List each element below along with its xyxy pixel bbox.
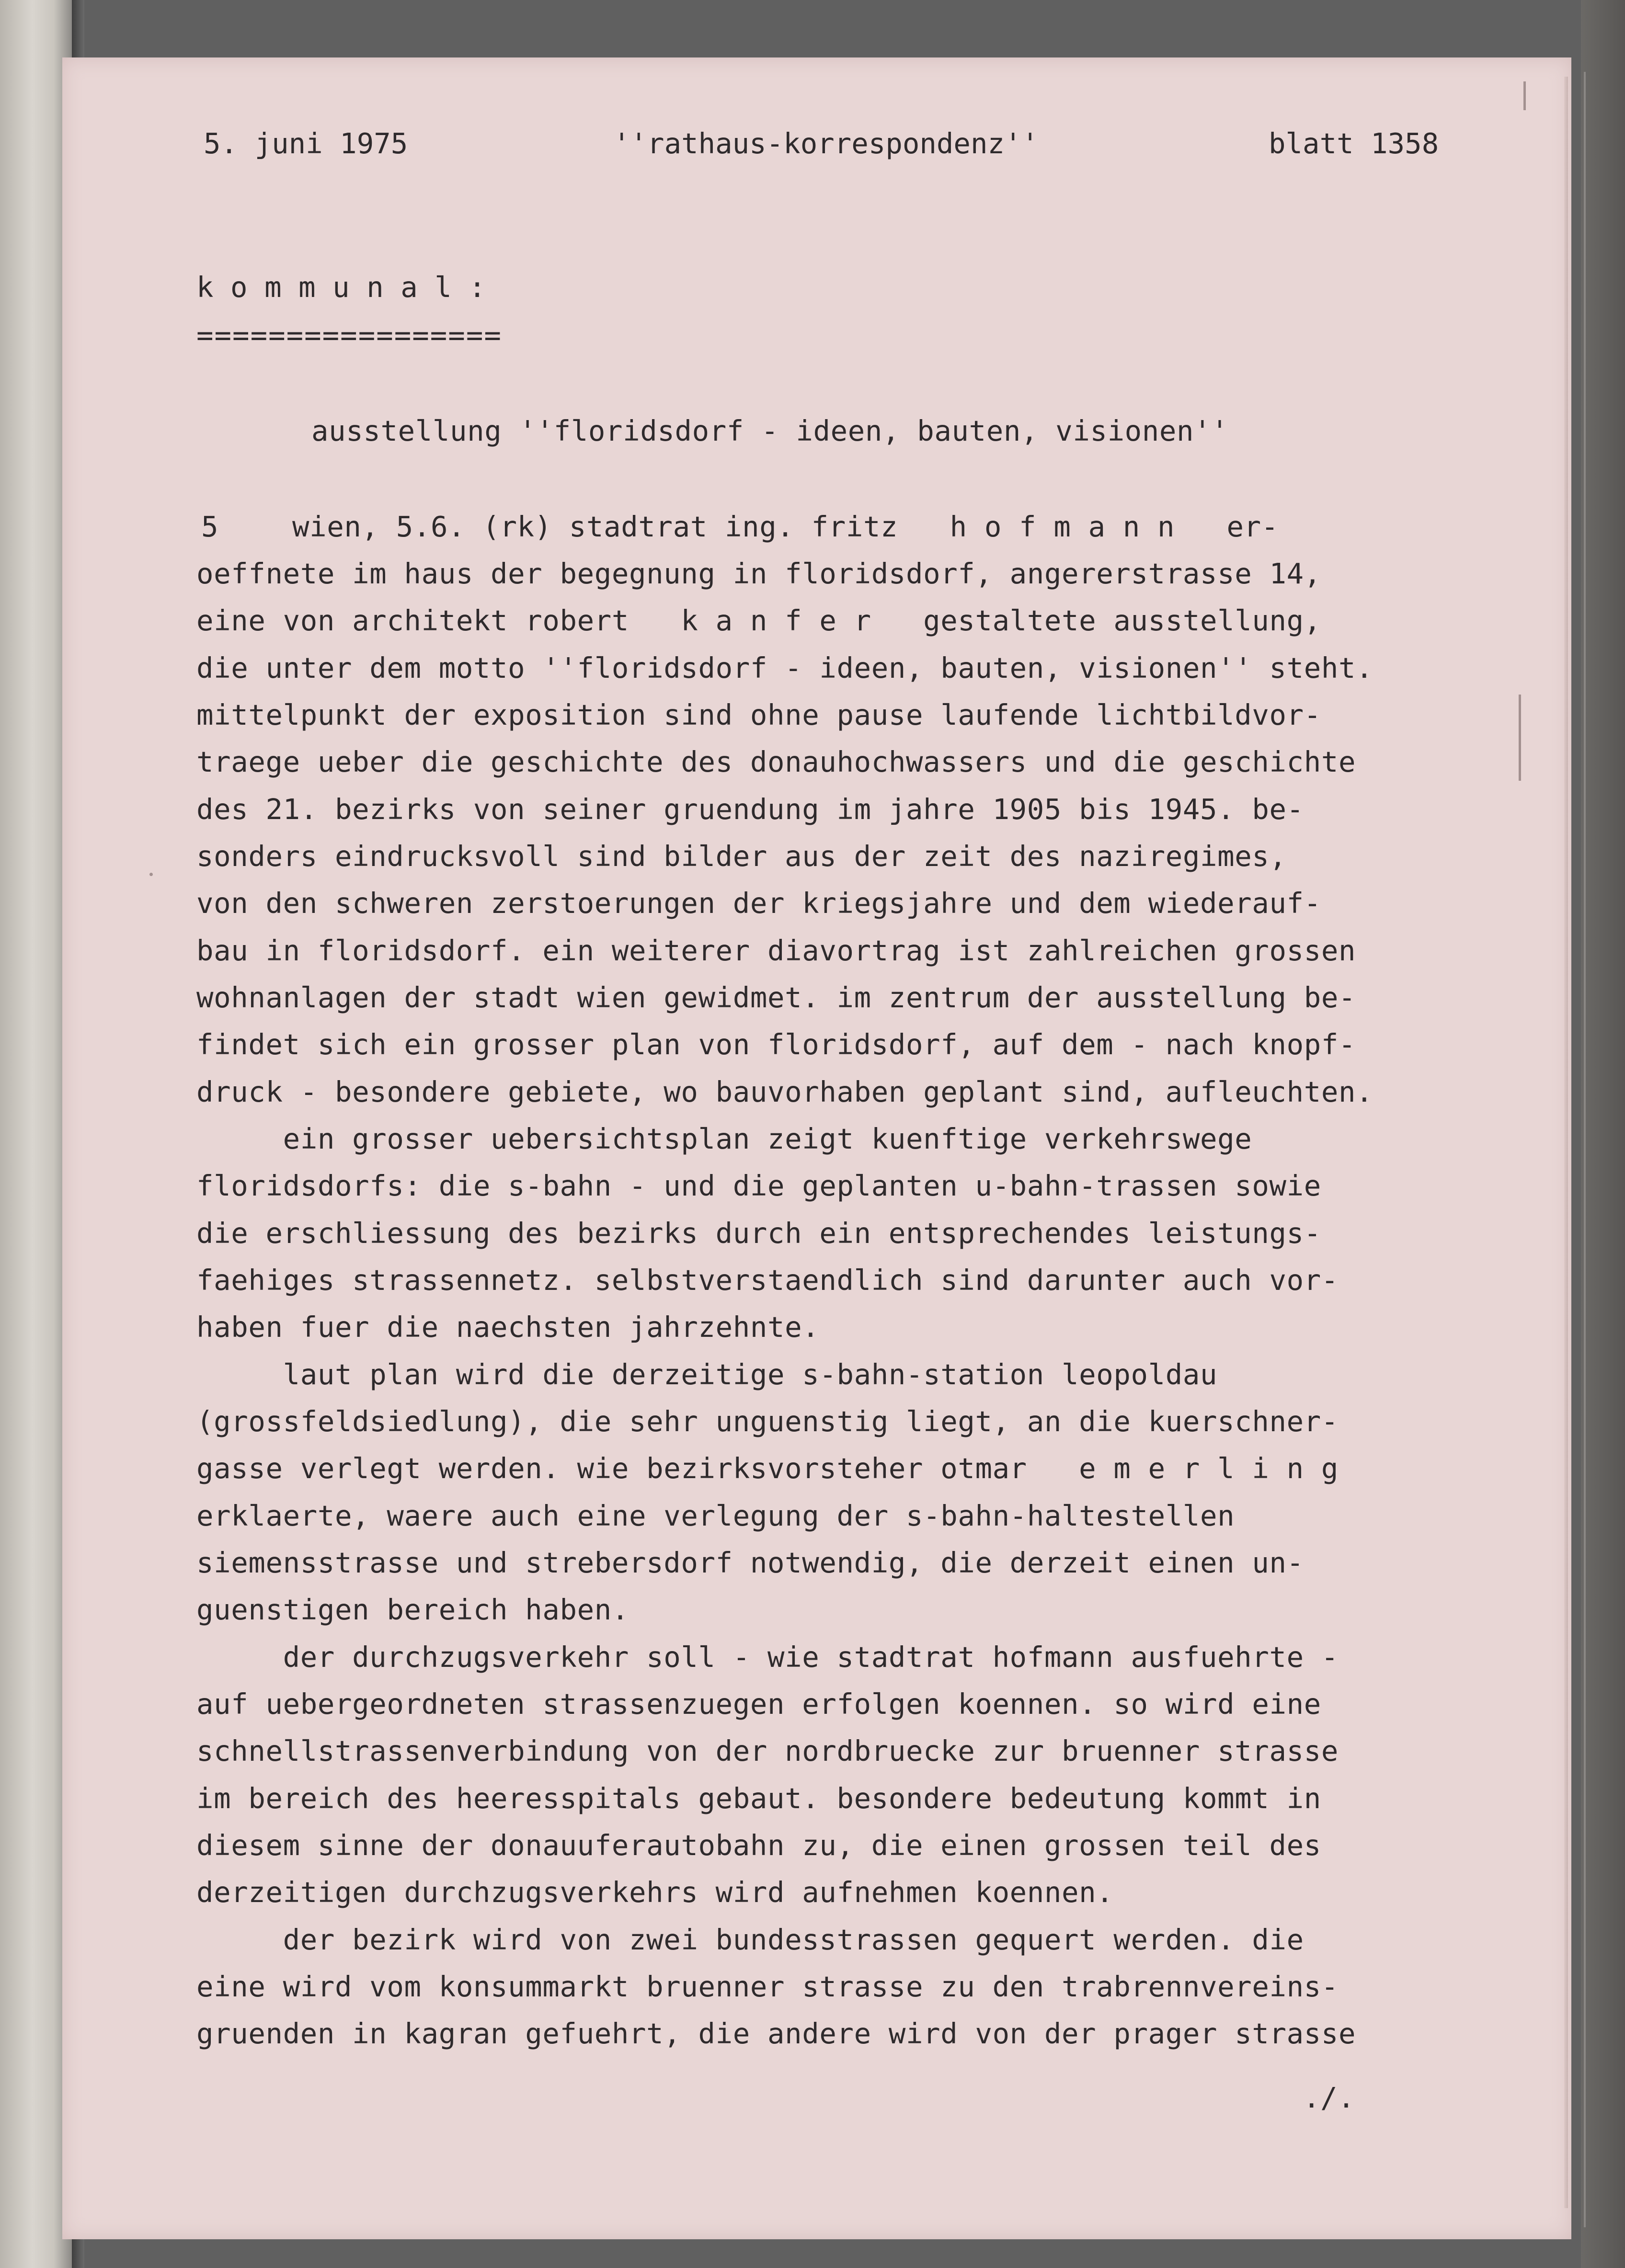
article-headline: ausstellung ''floridsdorf - ideen, bauten, visionen'' xyxy=(311,414,1229,447)
body-line: sonders eindrucksvoll sind bilder aus der zeit des naziregimes, xyxy=(196,840,1287,873)
body-line: ein grosser uebersichtsplan zeigt kuenftige verkehrswege xyxy=(196,1122,1252,1155)
binding-hole-mark xyxy=(1523,81,1526,110)
adjacent-page-edge xyxy=(0,0,72,2268)
body-line: gasse verlegt werden. wie bezirksvorsteher otmar e m e r l i n g xyxy=(196,1452,1339,1485)
body-line: des 21. bezirks von seiner gruendung im jahre 1905 bis 1945. be- xyxy=(196,793,1304,826)
body-line: der durchzugsverkehr soll - wie stadtrat hofmann ausfuehrte - xyxy=(196,1641,1339,1674)
margin-mark xyxy=(1519,695,1521,781)
body-line: oeffnete im haus der begegnung in floridsdorf, angererstrasse 14, xyxy=(196,557,1321,590)
body-line: traege ueber die geschichte des donauhochwassers und die geschichte xyxy=(196,745,1356,778)
body-line: die unter dem motto ''floridsdorf - ideen, bauten, visionen'' steht. xyxy=(196,651,1373,684)
stray-dot xyxy=(149,873,153,876)
header-date: 5. juni 1975 xyxy=(204,127,408,160)
body-line: schnellstrassenverbindung von der nordbruecke zur bruenner strasse xyxy=(196,1734,1339,1767)
body-line: diesem sinne der donauuferautobahn zu, die einen grossen teil des xyxy=(196,1829,1321,1862)
body-line: findet sich ein grosser plan von floridsdorf, auf dem - nach knopf- xyxy=(196,1028,1356,1061)
body-line: der bezirk wird von zwei bundesstrassen gequert werden. die xyxy=(196,1923,1304,1956)
body-line: bau in floridsdorf. ein weiterer diavortrag ist zahlreichen grossen xyxy=(196,934,1356,967)
body-line: haben fuer die naechsten jahrzehnte. xyxy=(196,1311,820,1344)
header-sheet-number: blatt 1358 xyxy=(1269,127,1439,160)
body-line: druck - besondere gebiete, wo bauvorhaben geplant sind, aufleuchten. xyxy=(196,1075,1373,1108)
article-number: 5 xyxy=(201,510,219,543)
background-board xyxy=(1581,0,1625,2268)
body-line: mittelpunkt der exposition sind ohne pause laufende lichtbildvor- xyxy=(196,698,1321,731)
body-line: gruenden in kagran gefuehrt, die andere wird von der prager strasse xyxy=(196,2017,1356,2050)
body-line: eine von architekt robert k a n f e r gestaltete ausstellung, xyxy=(196,604,1321,637)
board-edge-line xyxy=(1584,72,1586,2227)
body-line: eine wird vom konsummarkt bruenner strasse zu den trabrennvereins- xyxy=(196,1970,1339,2003)
body-line: die erschliessung des bezirks durch ein entsprechendes leistungs- xyxy=(196,1217,1321,1250)
body-line: derzeitigen durchzugsverkehrs wird aufnehmen koennen. xyxy=(196,1876,1114,1909)
continuation-mark: ./. xyxy=(1303,2081,1355,2114)
body-line: von den schweren zerstoerungen der kriegsjahre und dem wiederauf- xyxy=(196,887,1321,920)
body-line: auf uebergeordneten strassenzuegen erfolgen koennen. so wird eine xyxy=(196,1687,1321,1721)
header-publication: ''rathaus-korrespondenz'' xyxy=(613,127,1039,160)
body-line: floridsdorfs: die s-bahn - und die geplanten u-bahn-trassen sowie xyxy=(196,1169,1321,1202)
section-underline: ================= xyxy=(196,319,502,352)
body-line: im bereich des heeresspitals gebaut. besondere bedeutung kommt in xyxy=(196,1782,1321,1815)
section-title: k o m m u n a l : xyxy=(196,271,486,304)
body-line: siemensstrasse und strebersdorf notwendig, die derzeit einen un- xyxy=(196,1546,1304,1579)
body-line: (grossfeldsiedlung), die sehr unguenstig liegt, an die kuerschner- xyxy=(196,1405,1339,1438)
body-line: wien, 5.6. (rk) stadtrat ing. fritz h o f m a n n er- xyxy=(292,510,1279,543)
body-line: laut plan wird die derzeitige s-bahn-station leopoldau xyxy=(196,1358,1218,1391)
page-right-edge xyxy=(1564,77,1568,2208)
body-line: wohnanlagen der stadt wien gewidmet. im zentrum der ausstellung be- xyxy=(196,981,1356,1014)
body-line: erklaerte, waere auch eine verlegung der s-bahn-haltestellen xyxy=(196,1499,1235,1532)
body-line: faehiges strassennetz. selbstverstaendlich sind darunter auch vor- xyxy=(196,1264,1339,1297)
body-line: guenstigen bereich haben. xyxy=(196,1593,629,1626)
